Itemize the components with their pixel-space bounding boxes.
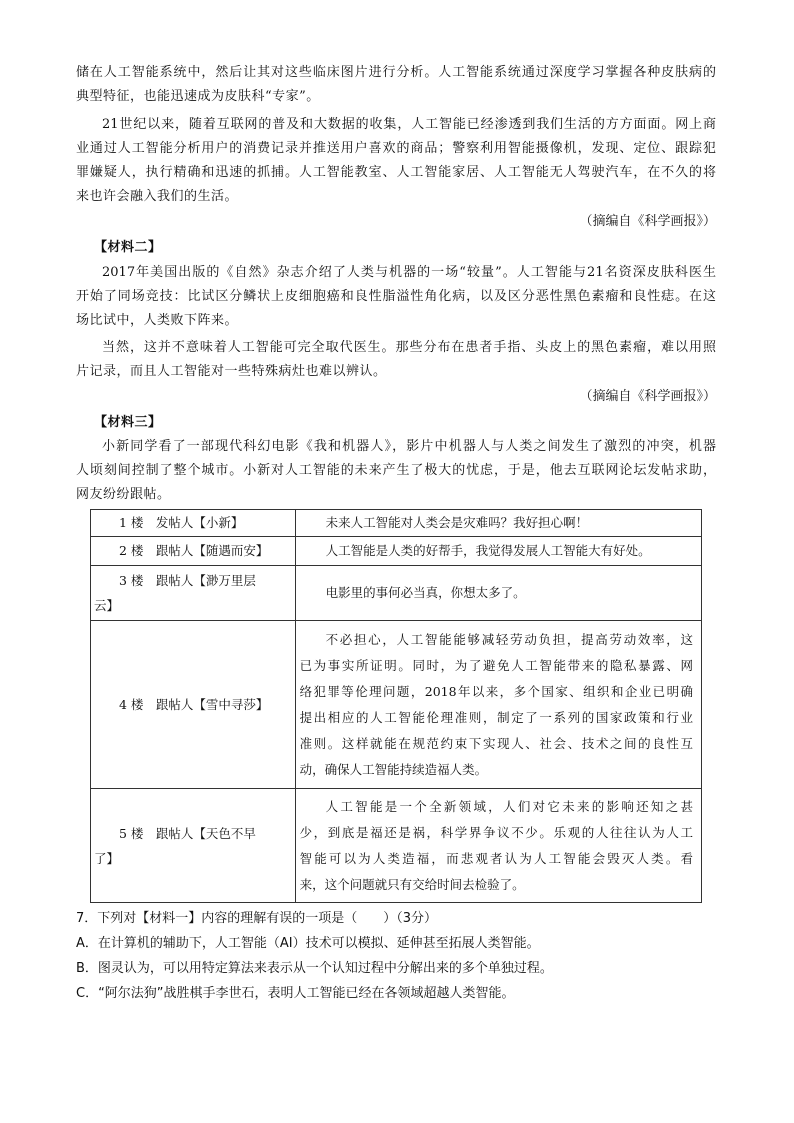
material1-para-line: 来也许会融入我们的生活。 [76,189,239,204]
post-content-line: 电影里的事何必当真，你想太多了。 [325,585,526,600]
post-content-line: 未来人工智能对人类会是灾难吗？我好担心啊！ [325,515,589,530]
poster-label: 5 楼 跟帖人【天色不早 [119,825,256,841]
question7-option-c: C．“阿尔法狗”战胜棋手李世石，表明人工智能已经在各领域超越人类智能。 [76,986,515,1001]
material1-source: （摘编自《科学画报》） [579,214,716,229]
forum-table [90,509,702,903]
poster-cell [91,789,296,903]
material2-para-line: 场比试中，人类败下阵来。 [76,313,239,328]
material3-heading: 【材料三】 [94,415,162,430]
material1-para-line: 罪嫌疑人，执行精确和迅速的抓捕。人工智能教室、人工智能家居、人工智能无人驾驶汽车，在不久的将 [76,165,716,180]
post-content-line: 智能可以为人类造福，而悲观者认为人工智能会毁灭人类。看 [299,850,693,866]
material2-source: （摘编自《科学画报》） [579,389,716,404]
poster-label: 4 楼 跟帖人【雪中寻莎】 [119,696,269,712]
poster-label: 1 楼 发帖人【小新】 [119,515,244,530]
material3-intro-line: 人顷刻间控制了整个城市。小新对人工智能的未来产生了极大的忧虑，于是，他去互联网论坛发帖求助， [76,463,716,478]
post-content-line: 来，这个问题就只有交给时间去检验了。 [299,876,525,892]
material2-heading: 【材料二】 [94,240,162,255]
post-content-line: 准则。这样就能在规范约束下实现人、社会、技术之间的良性互 [299,735,693,751]
material3-intro-line: 网友纷纷跟帖。 [76,487,171,502]
material1-para-line: 业通过人工智能分析用户的消费记录并推送用户喜欢的商品；警察利用智能摄像机，发现、定位、跟踪犯 [76,141,716,156]
post-content-line: 少，到底是福还是祸，科学界争议不少。乐观的人往往认为人工 [299,824,693,840]
poster-label: 3 楼 跟帖人【渺万里层 [119,573,256,588]
question7-stem: 7．下列对【材料一】内容的理解有误的一项是（ ）（3分） [76,911,438,926]
table-row [91,537,702,566]
content-cell [295,621,701,789]
material1-text-line: 典型特征，也能迅速成为皮肤科“专家”。 [76,89,320,104]
post-content-line: 人工智能是人类的好帮手，我觉得发展人工智能大有好处。 [325,543,651,558]
table-row [91,621,702,789]
poster-cell [91,537,296,566]
poster-cell [91,510,296,537]
poster-label-wrap: 了】 [94,850,120,866]
material2-para-line: 当然，这并不意味着人工智能可完全取代医生。那些分布在患者手指、头皮上的黑色素瘤，难以用照 [102,340,716,355]
poster-label-wrap: 云】 [94,598,120,613]
table-row [91,510,702,537]
question7-option-a: A．在计算机的辅助下，人工智能（AI）技术可以模拟、延伸甚至拓展人类智能。 [76,936,540,951]
material2-para-line: 片记录，而且人工智能对一些特殊病灶也难以辨认。 [76,364,387,379]
content-cell [295,566,701,621]
material1-para-line: 21世纪以来，随着互联网的普及和大数据的收集，人工智能已经渗透到我们生活的方方面面。网上商 [102,117,716,132]
material2-para-line: 2017年美国出版的《自然》杂志介绍了人类与机器的一场“较量”。人工智能与21名资深皮肤科医生 [102,265,716,280]
material1-text-line: 储在人工智能系统中，然后让其对这些临床图片进行分析。人工智能系统通过深度学习掌握各种皮肤病的 [76,65,716,80]
material3-intro-line: 小新同学看了一部现代科幻电影《我和机器人》，影片中机器人与人类之间发生了激烈的冲突，机器 [102,439,716,454]
post-content-line: 动，确保人工智能持续造福人类。 [299,761,488,777]
poster-cell [91,566,296,621]
table-row [91,789,702,903]
content-cell [295,789,701,903]
poster-cell [91,621,296,789]
content-cell [295,537,701,566]
post-content-line: 不必担心，人工智能能够减轻劳动负担，提高劳动效率，这 [325,631,693,647]
post-content-line: 提出相应的人工智能伦理准则，制定了一系列的国家政策和行业 [299,709,693,725]
material2-para-line: 开始了同场竞技：比试区分鳞状上皮细胞癌和良性脂溢性角化病，以及区分恶性黑色素瘤和良性痣。在这 [76,289,716,304]
poster-label: 2 楼 跟帖人【随遇而安】 [119,543,269,558]
content-cell [295,510,701,537]
table-row [91,566,702,621]
post-content-line: 人工智能是一个全新领域，人们对它未来的影响还知之甚 [325,798,693,814]
post-content-line: 络犯罪等伦理问题，2018年以来，多个国家、组织和企业已明确 [299,683,693,699]
question7-option-b: B．图灵认为，可以用特定算法来表示从一个认知过程中分解出来的多个单独过程。 [76,961,553,976]
post-content-line: 已为事实所证明。同时，为了避免人工智能带来的隐私暴露、网 [299,657,693,673]
